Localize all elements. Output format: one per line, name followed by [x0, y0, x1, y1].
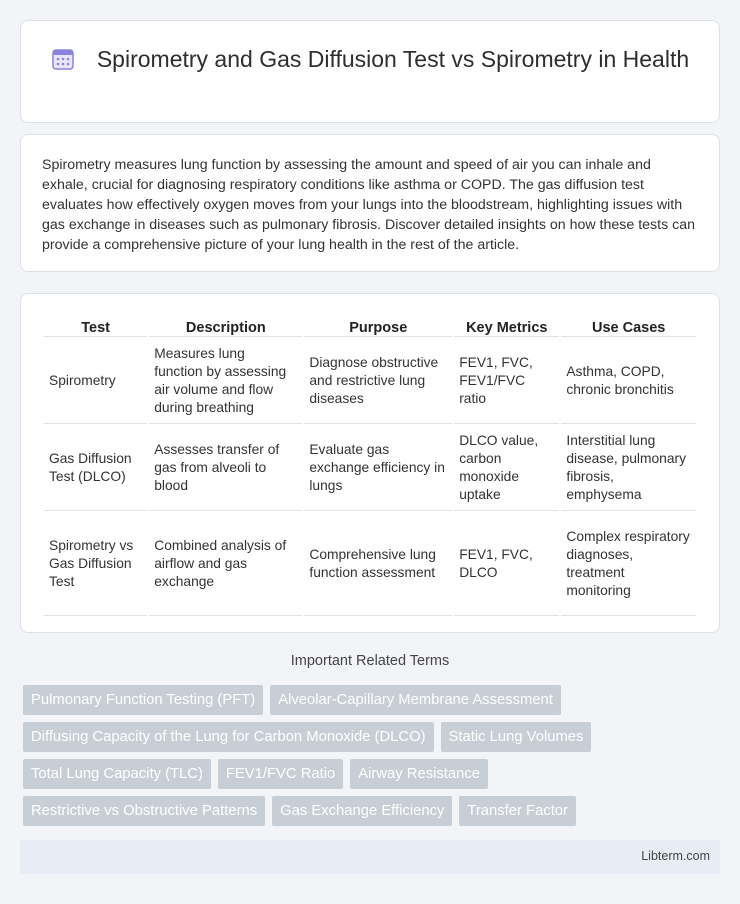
table-row	[44, 426, 696, 511]
term-tag[interactable]: Static Lung Volumes	[441, 722, 592, 752]
cell-test: Spirometry	[44, 339, 147, 424]
related-terms-list	[23, 685, 723, 826]
term-tag[interactable]: Total Lung Capacity (TLC)	[23, 759, 211, 789]
term-tag[interactable]: Transfer Factor	[459, 796, 576, 826]
cell-description: Measures lung function by assessing air volume and flow during breathing	[149, 339, 302, 424]
header-key-metrics: Key Metrics	[454, 317, 559, 337]
term-tag[interactable]: Gas Exchange Efficiency	[272, 796, 452, 826]
cell-key-metrics: DLCO value, carbon monoxide uptake	[454, 426, 559, 511]
page-title-text: Spirometry and Gas Diffusion Test vs Spirometry in Health	[96, 46, 690, 72]
cell-purpose: Diagnose obstructive and restrictive lung diseases	[304, 339, 452, 424]
cell-use-cases: Asthma, COPD, chronic bronchitis	[561, 339, 696, 424]
cell-test: Gas Diffusion Test (DLCO)	[44, 426, 147, 511]
table-header-row	[44, 317, 696, 337]
table-row	[44, 339, 696, 424]
intro-paragraph: Spirometry measures lung function by assessing the amount and speed of air you can inhale and exhale, crucial for diagnosing respiratory conditions like asthma or COPD. The gas diffusion test evaluates how effectively oxygen moves from your lungs into the bloodstream, highlighting issues with gas exchange in diseases such as pulmonary fibrosis. Discover detailed insights on how these tests can provide a comprehensive picture of your lung health in the rest of the article.	[42, 157, 695, 253]
header-purpose: Purpose	[304, 317, 452, 337]
comparison-table-card	[20, 293, 720, 633]
related-terms-heading: Important Related Terms	[290, 653, 450, 669]
intro-card	[20, 134, 720, 272]
term-tag[interactable]: Alveolar-Capillary Membrane Assessment	[270, 685, 561, 715]
term-tag[interactable]: FEV1/FVC Ratio	[218, 759, 343, 789]
title-card	[20, 20, 720, 123]
table-row	[44, 513, 696, 616]
term-tag[interactable]: Restrictive vs Obstructive Patterns	[23, 796, 265, 826]
header-description: Description	[149, 317, 302, 337]
cell-purpose: Evaluate gas exchange efficiency in lungs	[304, 426, 452, 511]
cell-purpose: Comprehensive lung function assessment	[304, 513, 452, 616]
cell-key-metrics: FEV1, FVC, DLCO	[454, 513, 559, 616]
calendar-icon	[51, 47, 75, 71]
cell-description: Combined analysis of airflow and gas exchange	[149, 513, 302, 616]
term-tag[interactable]: Airway Resistance	[350, 759, 488, 789]
cell-test: Spirometry vs Gas Diffusion Test	[44, 513, 147, 616]
cell-use-cases: Interstitial lung disease, pulmonary fibrosis, emphysema	[561, 426, 696, 511]
term-tag[interactable]: Diffusing Capacity of the Lung for Carbon Monoxide (DLCO)	[23, 722, 434, 752]
term-tag[interactable]: Pulmonary Function Testing (PFT)	[23, 685, 263, 715]
page-title	[21, 45, 719, 74]
cell-key-metrics: FEV1, FVC, FEV1/FVC ratio	[454, 339, 559, 424]
comparison-table	[42, 315, 698, 618]
header-use-cases: Use Cases	[561, 317, 696, 337]
cell-use-cases: Complex respiratory diagnoses, treatment monitoring	[561, 513, 696, 616]
cell-description: Assesses transfer of gas from alveoli to blood	[149, 426, 302, 511]
footer	[20, 840, 720, 874]
footer-brand-link[interactable]: Libterm.com	[641, 849, 710, 863]
header-test: Test	[44, 317, 147, 337]
